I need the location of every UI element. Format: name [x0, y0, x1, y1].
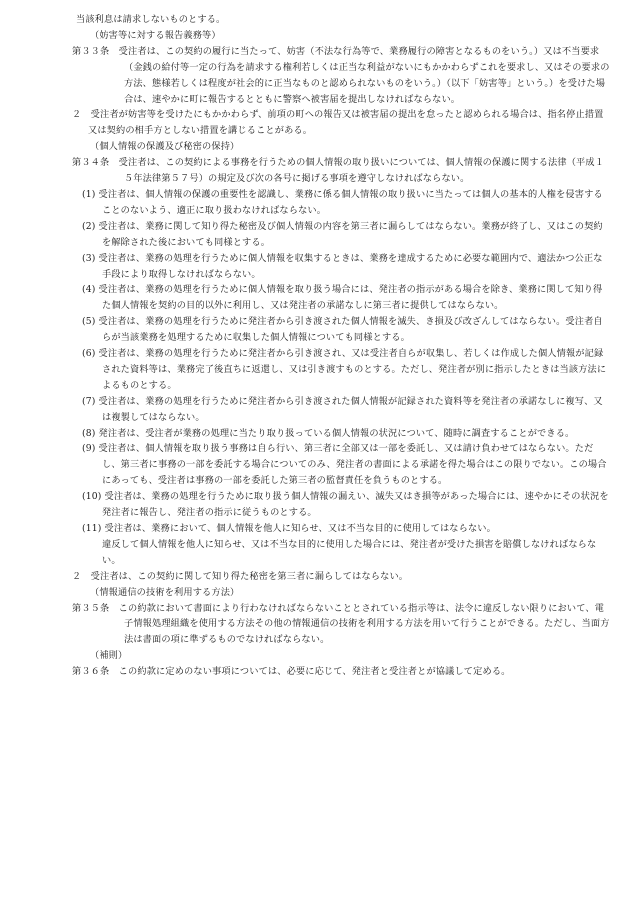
- article-34-item-5: (5) 受注者は、業務の処理を行うために発注者から引き渡された個人情報を滅失、き損及び改ざんしてはならない。受注者自らが当該業務を処理するために収集した個人情報についても同様とする。: [82, 316, 603, 344]
- article-34-item-6: (6) 受注者は、業務の処理を行うために発注者から引き渡され、又は受注者自らが収集し、若しくは作成した個人情報が記録された資料等は、業務完了後直ちに返還し、又は引き渡すものとする。ただし、発注者が別に指示したときは当該方法によるものとする。: [82, 348, 607, 391]
- article-34-item-9: (9) 受注者は、個人情報を取り扱う事務は自ら行い、第三者に全部又は一部を委託し、又は請け負わせてはならない。ただし、第三者に事務の一部を委託する場合についてのみ、発注者の書面による承諾を得た場合はこの限りでない。この場合にあっても、受注者は事務の一部を委託した第三者の監督責任を負うものとする。: [82, 443, 607, 487]
- article-34-item-11-continuation: 違反して個人情報を他人に知らせ、又は不当な目的に使用した場合には、発注者が受けた損害を賠償しなければならない。: [102, 538, 597, 566]
- article-34-item-2: (2) 受注者は、業務に関して知り得た秘密及び個人情報の内容を第三者に漏らしてはならない。業務が終了し、又はこの契約を解除された後においても同様とする。: [82, 220, 603, 248]
- heading-supplementary: （補則）: [90, 650, 128, 662]
- continuation-line: 当該利息は請求しないものとする。: [76, 14, 226, 25]
- article-35: 第３５条 この約款において書面により行わなければならないこととされている指示等は、法令に違反しない限りにおいて、電子情報処理組織を使用する方法その他の情報通信の技術を利用する方法を用いて行うことができる。ただし、当面方法は書面の項に準ずるものでなければならない。: [72, 602, 610, 646]
- article-34-item-7: (7) 受注者は、業務の処理を行うために発注者から引き渡された個人情報が記録された資料等を発注者の承諾なしに複写、又は複製してはならない。: [82, 395, 603, 423]
- article-34-item-11: (11) 受注者は、業務において、個人情報を他人に知らせ、又は不当な目的に使用してはならない。: [82, 523, 496, 534]
- article-36: 第３６条 この約款に定めのない事項については、必要に応じて、発注者と受注者とが協議して定める。: [72, 666, 511, 678]
- heading-personal-info: （個人情報の保護及び秘密の保持）: [90, 141, 240, 153]
- article-34-item-1: (1) 受注者は、個人情報の保護の重要性を認識し、業務に係る個人情報の取り扱いに当たっては個人の基本的人権を侵害することのないよう、適正に取り扱わなければならない。: [82, 188, 603, 216]
- heading-information-technology: （情報通信の技術を利用する方法）: [90, 586, 240, 598]
- article-34-item-8: (8) 発注者は、受注者が業務の処理に当たり取り扱っている個人情報の状況について、随時に調査することができる。: [82, 427, 575, 439]
- article-34-item-10: (10) 受注者は、業務の処理を行うために取り扱う個人情報の漏えい、滅失又はき損等があった場合には、速やかにその状況を発注者に報告し、発注者の指示に従うものとする。: [82, 491, 609, 519]
- article-33-paragraph-2: ２ 受注者が妨害等を受けたにもかかわらず、前項の町への報告又は被害届の提出を怠ったと認められる場合は、指名停止措置又は契約の相手方としない措置を講じることがある。: [72, 109, 604, 137]
- heading-obstruction-report: （妨害等に対する報告義務等）: [90, 29, 221, 41]
- article-34: 第３４条 受注者は、この契約による事務を行うための個人情報の取り扱いについては、個人情報の保護に関する法律（平成１５年法律第５７号）の規定及び次の各号に掲げる事項を遵守しなければならない。: [72, 157, 605, 185]
- contract-clauses: [72, 12, 610, 680]
- article-34-item-3: (3) 受注者は、業務の処理を行うために個人情報を収集するときは、業務を達成するために必要な範囲内で、適法かつ公正な手段により取得しなければならない。: [82, 252, 603, 280]
- article-34-item-4: (4) 受注者は、業務の処理を行うために個人情報を取り扱う場合には、発注者の指示がある場合を除き、業務に関して知り得た個人情報を契約の目的以外に利用し、又は発注者の承諾なしに第三者に提供してはならない。: [82, 284, 603, 312]
- article-33: 第３３条 受注者は、この契約の履行に当たって、妨害（不法な行為等で、業務履行の障害となるものをいう。）又は不当要求（金銭の給付等一定の行為を請求する権利若しくは正当な利益がないにもかかわらずこれを要求し、又はその要求の方法、態様若しくは程度が社会的に正当なものと認められないものをいう。）（以下「妨害等」という。）を受けた場合は、速やかに町に報告するとともに警察へ被害届を提出しなければならない。: [72, 45, 610, 105]
- article-34-paragraph-2: ２ 受注者は、この契約に関して知り得た秘密を第三者に漏らしてはならない。: [72, 570, 409, 582]
